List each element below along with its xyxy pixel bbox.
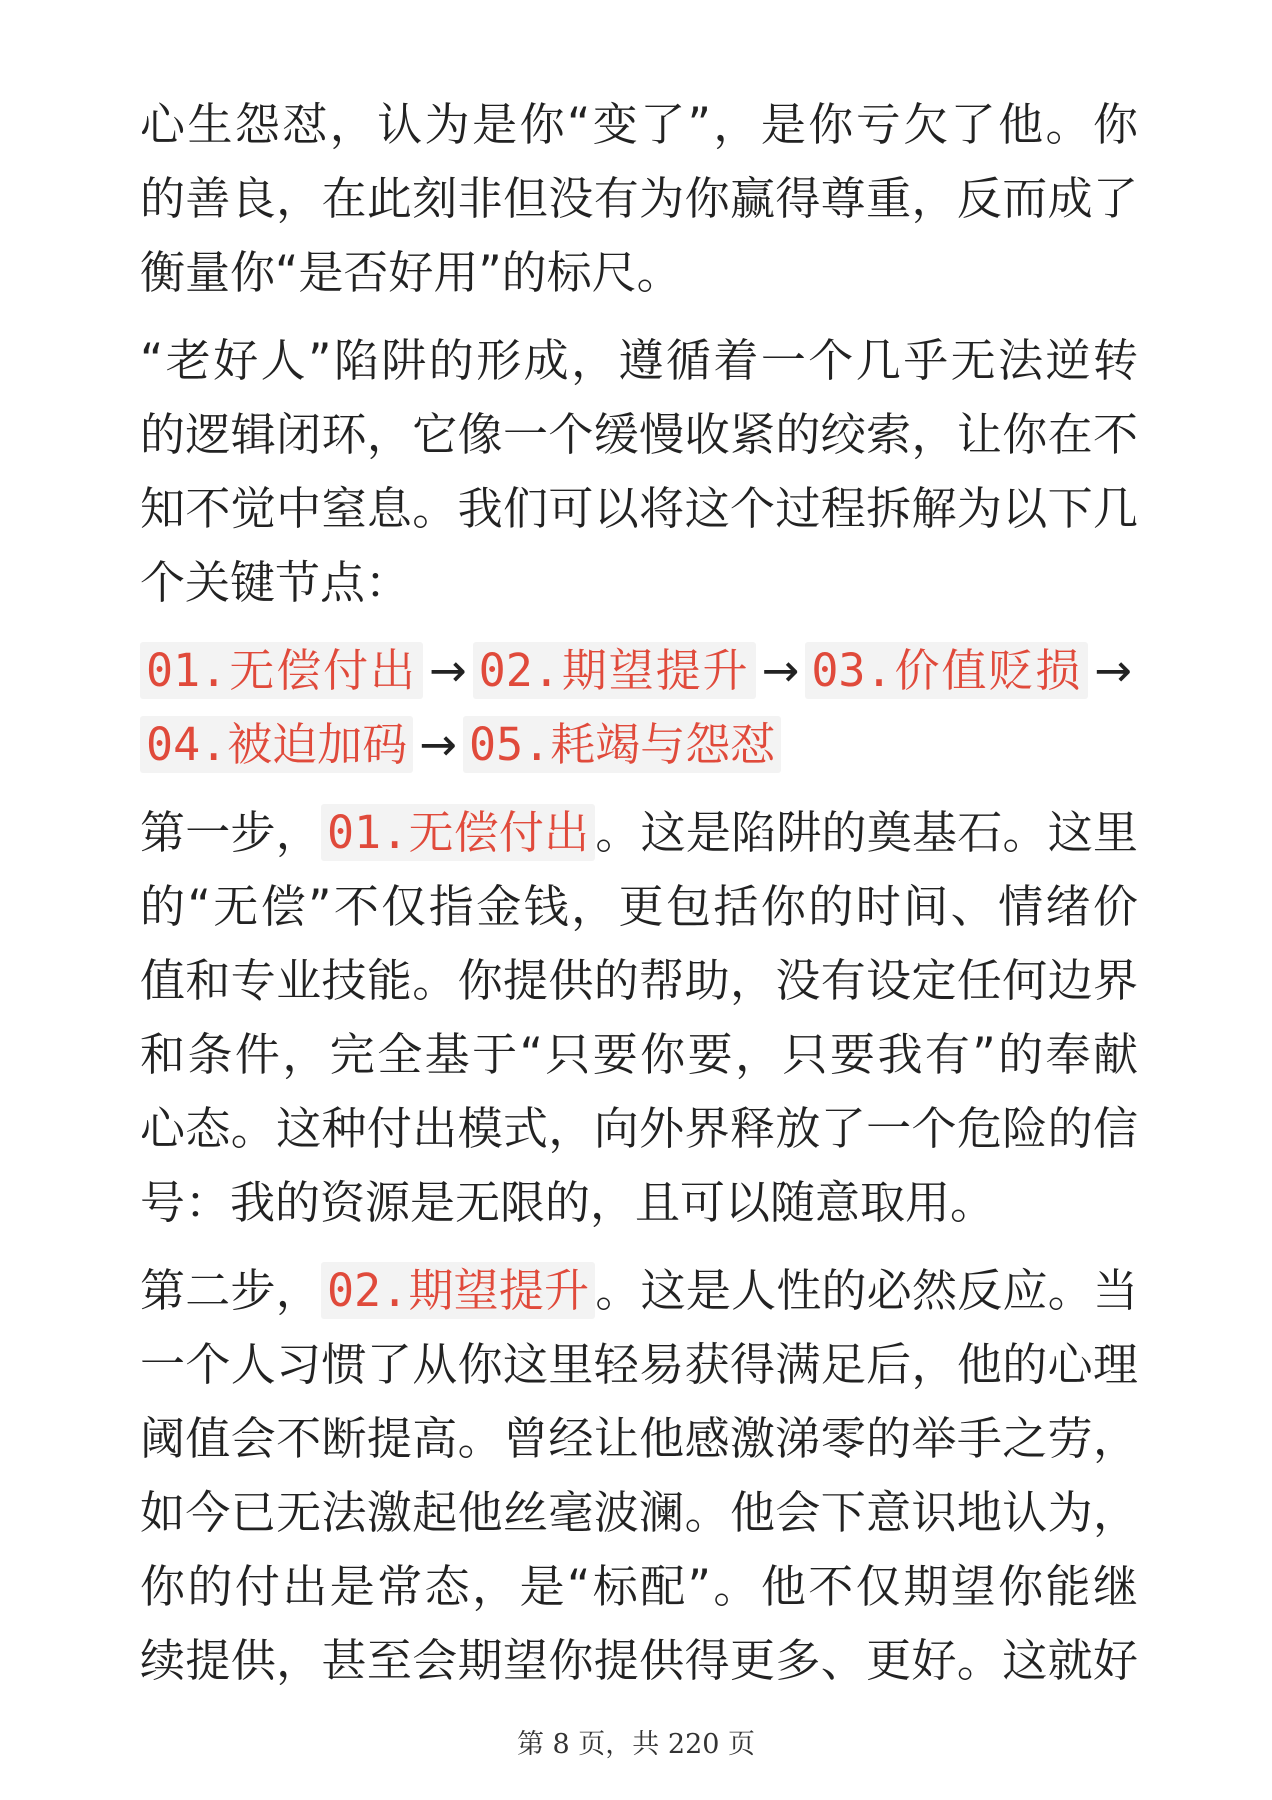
text-line: 心态。这种付出模式，向外界释放了一个危险的信 [140,1102,1138,1155]
text-line: 如今已无法激起他丝毫波澜。他会下意识地认为， [140,1486,1138,1539]
text-line: 和条件，完全基于“只要你要，只要我有”的奉献 [140,1028,1138,1081]
text-line: 的善良，在此刻非但没有为你赢得尊重，反而成了 [140,172,1138,225]
text-line: 一个人习惯了从你这里轻易获得满足后，他的心理 [140,1338,1138,1391]
text-line: 的逻辑闭环，它像一个缓慢收紧的绞索，让你在不 [140,408,1138,461]
text-line: 知不觉中窒息。我们可以将这个过程拆解为以下几 [140,482,1138,535]
flow-step-3: 03.价值贬损 [805,642,1088,699]
text-line: 第二步， 02.期望提升 。这是人性的必然反应。当 [140,1264,1138,1317]
arrow-icon: → [1094,644,1132,697]
page-number: 第 8 页，共 220 页 [516,1729,756,1760]
text-line: 值和专业技能。你提供的帮助，没有设定任何边界 [140,954,1138,1007]
text-line: 衡量你“是否好用”的标尺。 [140,246,682,299]
paragraph-step-1 [140,796,1138,1240]
flow-diagram [140,634,1138,782]
paragraph-1 [140,88,1138,310]
text-line: 的“无偿”不仅指金钱，更包括你的时间、情绪价 [140,880,1138,933]
arrow-icon: → [419,718,458,771]
page-content [140,88,1138,1698]
step-tag: 02.期望提升 [321,1262,595,1319]
arrow-icon: → [428,644,467,697]
text-line: 号：我的资源是无限的，且可以随意取用。 [140,1176,996,1229]
flow-step-2: 02.期望提升 [473,642,756,699]
text-line: “老好人”陷阱的形成，遵循着一个几乎无法逆转 [140,334,1138,387]
text-line: 心生怨怼，认为是你“变了”，是你亏欠了他。你 [140,98,1138,151]
flow-step-1: 01.无偿付出 [140,642,423,699]
paragraph-step-2 [140,1254,1138,1698]
flow-line-1 [140,634,1138,708]
text-line: 续提供，甚至会期望你提供得更多、更好。这就好 [140,1634,1138,1687]
step-tag: 01.无偿付出 [321,804,595,861]
paragraph-2 [140,324,1138,620]
flow-step-4: 04.被迫加码 [140,716,413,773]
flow-step-5: 05.耗竭与怨怼 [463,716,781,773]
text-line: 个关键节点： [140,556,411,609]
arrow-icon: → [761,644,800,697]
text-line: 第一步， 01.无偿付出 。这是陷阱的奠基石。这里 [140,806,1138,859]
text-line: 阈值会不断提高。曾经让他感激涕零的举手之劳， [140,1412,1138,1465]
flow-line-2 [140,708,1138,782]
text-line: 你的付出是常态，是“标配”。他不仅期望你能继 [140,1560,1138,1613]
